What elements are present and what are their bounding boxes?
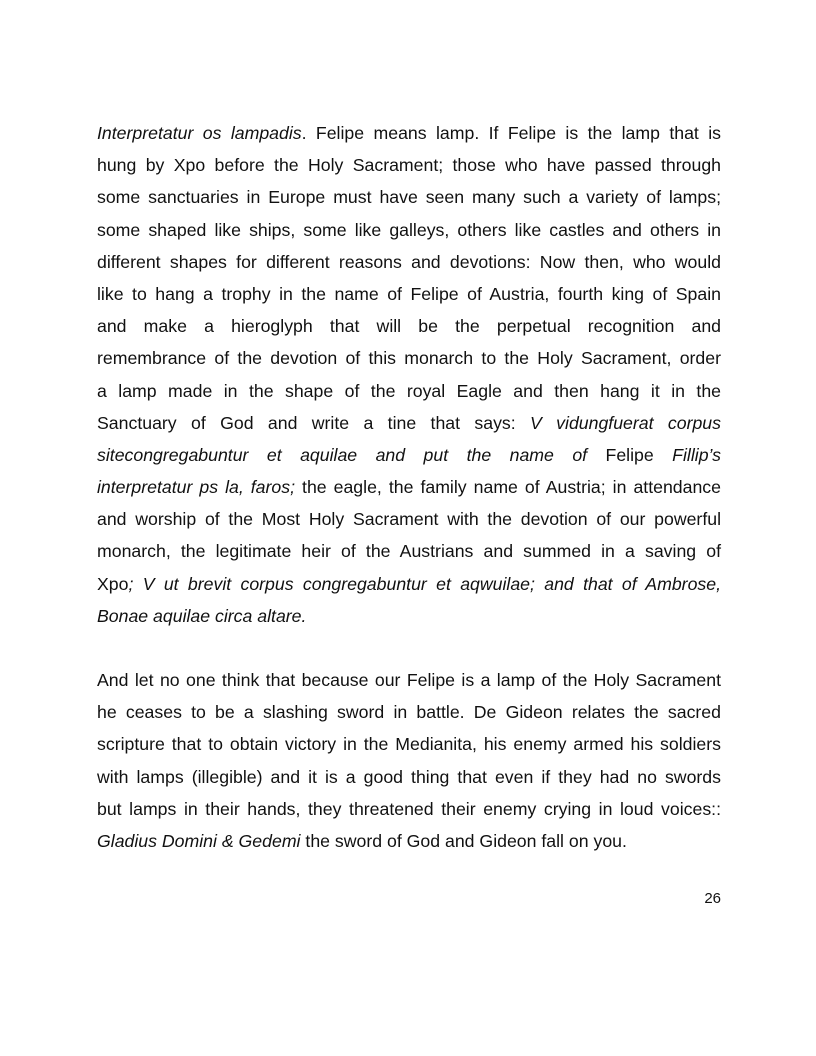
text-line: [97, 407, 721, 439]
text-segment: . Felipe means lamp. If Felipe is the lamp that is: [301, 123, 721, 143]
text-segment: Sanctuary of God and write a tine that says:: [97, 412, 531, 433]
text-line: [97, 535, 721, 567]
page-number: 26: [704, 890, 721, 907]
italic-segment: V vidungfuerat corpus: [530, 412, 721, 433]
text-line: [97, 471, 721, 503]
text-line: [97, 439, 721, 471]
text-line: [97, 181, 721, 213]
italic-segment: sitecongregabuntur et aquilae and put the name of: [97, 444, 606, 465]
text-segment: some sanctuaries in Europe must have seen many such a variety of lamps;: [97, 187, 721, 208]
text-segment: and make a hieroglyph that will be the perpetual recognition and: [97, 316, 721, 337]
text-line: [97, 214, 721, 246]
text-line: [97, 149, 721, 181]
text-segment: different shapes for different reasons and devotions: Now then, who would: [97, 251, 721, 272]
paragraph-2: [97, 664, 721, 857]
text-line: [97, 117, 721, 149]
text-segment: the sword of God and Gideon fall on you.: [300, 830, 627, 851]
text-line: [97, 246, 721, 278]
italic-segment: Bonae aquilae circa altare.: [97, 605, 307, 626]
text-segment: the eagle, the family name of Austria; in attendance: [295, 477, 721, 498]
text-line: [97, 600, 721, 632]
text-line: [97, 761, 721, 793]
text-line: [97, 664, 721, 696]
paragraph-1: [97, 117, 721, 632]
text-segment: a lamp made in the shape of the royal Eagle and then hang it in the: [97, 380, 721, 401]
text-line: [97, 503, 721, 535]
text-segment: but lamps in their hands, they threatened their enemy crying in loud voices::: [97, 798, 721, 819]
text-line: [97, 342, 721, 374]
text-line: [97, 310, 721, 342]
text-segment: some shaped like ships, some like galleys, others like castles and others in: [97, 219, 721, 240]
italic-segment: ; V ut brevit corpus congregabuntur et aqwuilae; and that of Ambrose,: [128, 573, 721, 594]
text-line: [97, 696, 721, 728]
text-line: [97, 278, 721, 310]
text-segment: And let no one think that because our Felipe is a lamp of the Holy Sacrament: [97, 670, 721, 690]
italic-segment: Fillip’s: [672, 444, 721, 465]
text-line: [97, 793, 721, 825]
italic-segment: Gladius Domini & Gedemi: [97, 830, 301, 851]
text-segment: remembrance of the devotion of this monarch to the Holy Sacrament, order: [97, 348, 721, 369]
text-segment: with lamps (illegible) and it is a good thing that even if they had no swords: [97, 766, 721, 787]
italic-segment: Interpretatur os lampadis: [97, 123, 302, 143]
text-line: [97, 825, 721, 857]
text-segment: hung by Xpo before the Holy Sacrament; those who have passed through: [97, 155, 721, 176]
text-segment: like to hang a trophy in the name of Felipe of Austria, fourth king of Spain: [97, 283, 721, 304]
text-segment: monarch, the legitimate heir of the Austrians and summed in a saving of: [97, 541, 721, 562]
text-segment: and worship of the Most Holy Sacrament with the devotion of our powerful: [97, 509, 721, 530]
text-segment: Xpo: [97, 573, 129, 594]
text-segment: Felipe: [605, 444, 673, 465]
text-line: [97, 568, 721, 600]
italic-segment: interpretatur ps la, faros;: [97, 477, 296, 498]
text-line: [97, 728, 721, 760]
text-line: [97, 375, 721, 407]
text-segment: he ceases to be a slashing sword in battle. De Gideon relates the sacred: [97, 702, 721, 723]
text-segment: scripture that to obtain victory in the Medianita, his enemy armed his soldiers: [97, 734, 721, 755]
